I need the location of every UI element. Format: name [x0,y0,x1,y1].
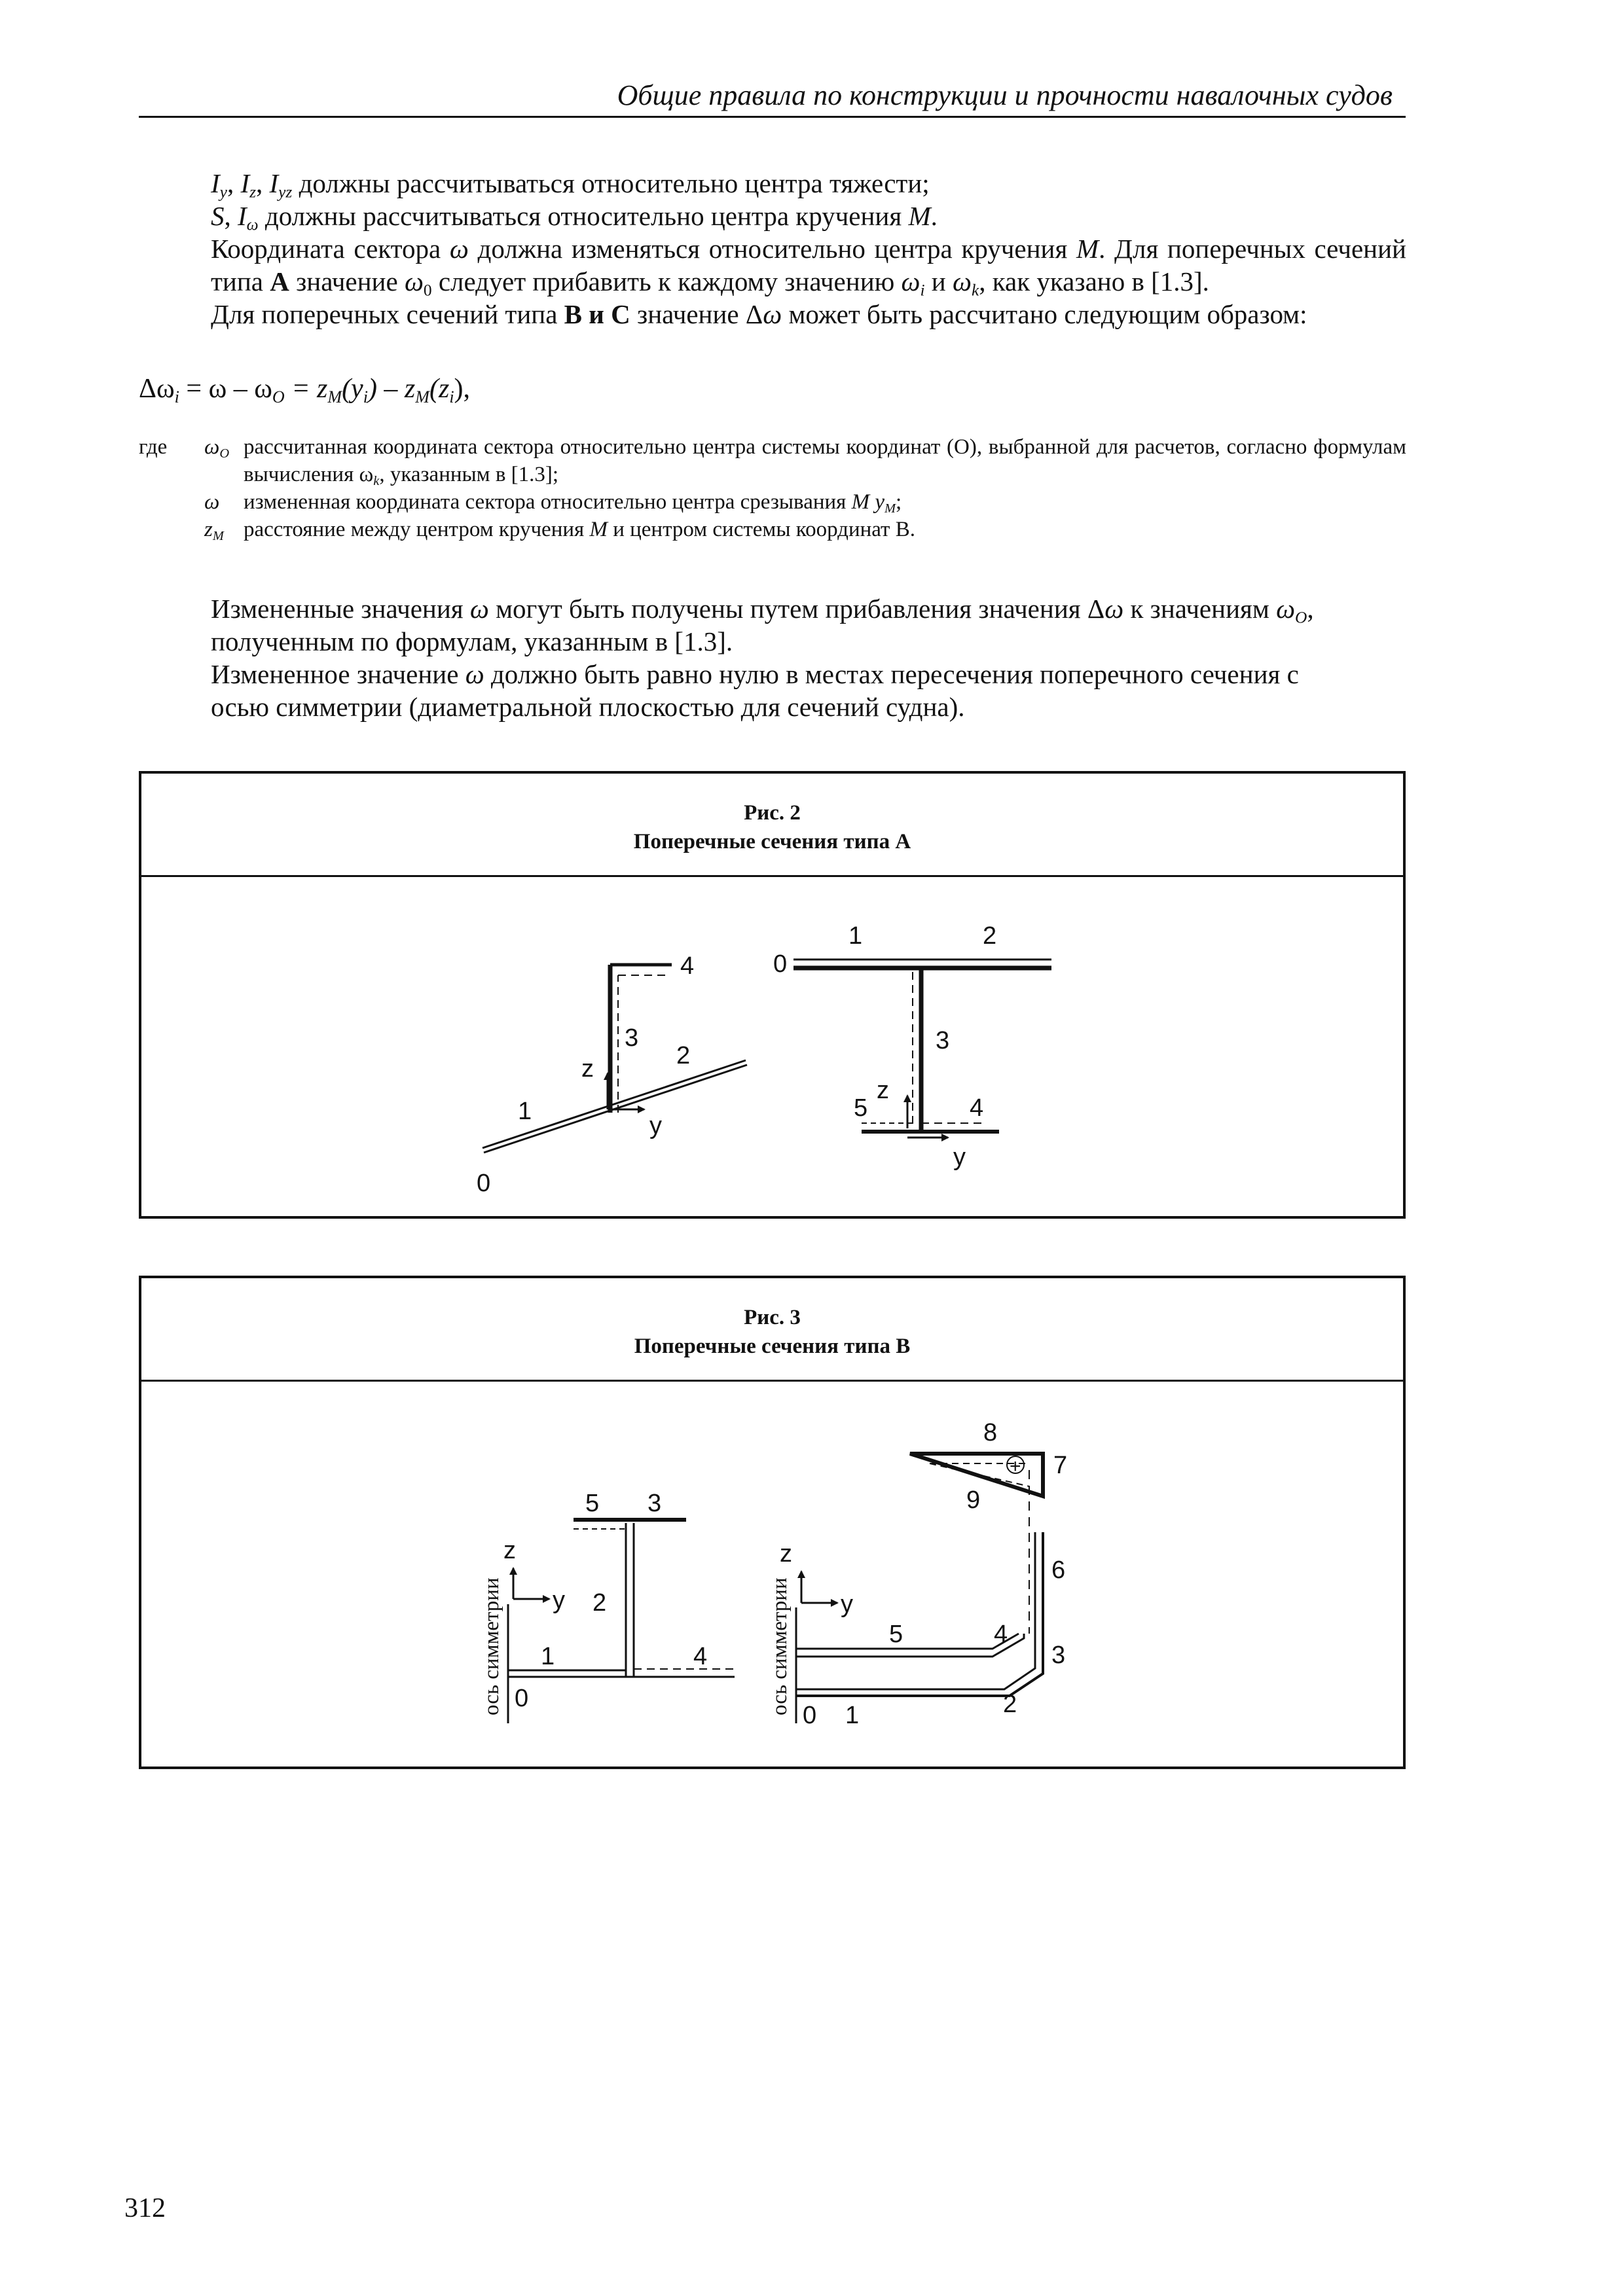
diagram-label: y [953,1143,966,1171]
type-b-sections-svg [141,1382,1403,1767]
definitions-list [139,433,1406,543]
section-b-left [480,1490,735,1723]
definition-item: где $\omega_O$ рассчитанная координата сектора относительно центра системы координат (O), выбранной для расчетов, согласно формулам вычисления $\omega_k$, указанным в [1.3]; [139,433,1406,488]
definition-symbol: $z_M$ [204,518,224,544]
figure-number: Рис. 3 [744,1306,801,1329]
diagram-stroke [796,1634,1024,1657]
intro-line-2: S, $I_\omega$ должны рассчитываться относительно центра кручения M. [211,201,938,234]
diagram-label: 0 [515,1685,529,1712]
diagram-label: 1 [518,1098,532,1125]
diagram-label: 3 [625,1024,639,1052]
where-label: где [139,435,168,459]
diagram-label: z [780,1540,792,1568]
intro-paragraph-3: Координата сектора ω должна изменяться относительно центра кручения M. Для поперечных сечений типа A значение $\omega_0$ следует прибавить к каждому значению $\omega_i$ и $\omega_k$, как указано в [1.3]. [211,234,1406,300]
diagram-label: 4 [970,1094,984,1122]
diagram-label: 4 [994,1621,1008,1648]
intro-paragraph-4: Для поперечных сечений типа B и C значение Δω может быть рассчитано следующим образом: [211,299,1307,329]
body-paragraph-1: Измененные значения ω могут быть получены путем прибавления значения Δω к значениям $\omega_O$, полученным по формулам, указанным в [1.3]. [211,594,1314,656]
symmetry-axis-label: ось симметрии [480,1577,503,1715]
figure-number: Рис. 2 [744,801,801,825]
diagram-label: z [581,1055,594,1083]
diagram-label: 2 [1003,1691,1017,1718]
section-a-right [773,922,1051,1171]
diagram-label: 1 [845,1702,860,1729]
running-header: Общие правила по конструкции и прочности навалочных судов [617,79,1393,111]
definition-symbol: $\omega_O$ [204,435,230,461]
definition-item: $z_M$ расстояние между центром кручения M и центром системы координат B. [139,516,1406,543]
diagram-label: + [1010,1456,1021,1477]
figure-2-diagram [141,877,1403,1217]
header-rule [139,116,1406,118]
diagram-label: z [877,1077,889,1104]
body-paragraph-2: Измененное значение ω должно быть равно нулю в местах пересечения поперечного сечения с осью симметрии (диаметральной плоскостью для сечений судна). [211,659,1299,722]
figure-title: Поперечные сечения типа B [634,1335,911,1358]
figure-3 [139,1276,1406,1769]
diagram-label: 5 [854,1094,868,1122]
section-a-left [477,952,747,1197]
figure-2-caption [141,774,1403,877]
diagram-label: 1 [848,922,863,950]
diagram-label: 3 [1051,1641,1066,1669]
diagram-label: y [553,1587,565,1614]
definition-symbol: ω [204,490,220,514]
diagram-label: 5 [585,1490,600,1517]
figure-2 [139,771,1406,1219]
diagram-label: 5 [889,1621,903,1648]
diagram-label: y [841,1590,853,1618]
diagram-stroke [796,1532,1043,1696]
diagram-label: 2 [593,1589,607,1617]
diagram-label: 3 [647,1490,662,1517]
delta-omega-formula: $\Delta\omega_i = \omega - \omega_O = z_M(y_i) - z_M(z_i)$, [139,374,471,406]
definition-item: ω измененная координата сектора относительно центра срезывания M $y_M$; [139,488,1406,516]
diagram-label: 0 [803,1702,817,1729]
figure-3-caption [141,1278,1403,1382]
figure-title: Поперечные сечения типа A [633,830,911,853]
diagram-label: 4 [693,1643,708,1670]
diagram-label: 9 [966,1486,981,1514]
diagram-label: 0 [477,1170,491,1197]
page-number: 312 [124,2193,166,2223]
type-a-sections-svg [141,877,1403,1217]
diagram-label: 1 [541,1643,555,1670]
intro-line-1: $I_y$, $I_z$, $I_{yz}$ должны рассчитываться относительно центра тяжести; [211,168,930,202]
inner-bottom-plate [796,1634,1019,1649]
outer-hull [796,1532,1035,1689]
diagram-label: 6 [1051,1556,1066,1584]
diagram-label: z [503,1537,516,1564]
diagram-label: 0 [773,950,788,978]
symmetry-axis-label: ось симметрии [768,1577,792,1715]
figure-3-diagram [141,1382,1403,1767]
diagram-label: 2 [983,922,997,950]
diagram-label: 3 [936,1027,950,1054]
diagram-label: 2 [676,1042,691,1069]
diagram-label: y [649,1112,662,1139]
diagram-label: 8 [983,1419,998,1446]
diagram-label: 4 [680,952,695,980]
section-b-right [768,1419,1067,1729]
diagram-label: 7 [1053,1452,1068,1479]
